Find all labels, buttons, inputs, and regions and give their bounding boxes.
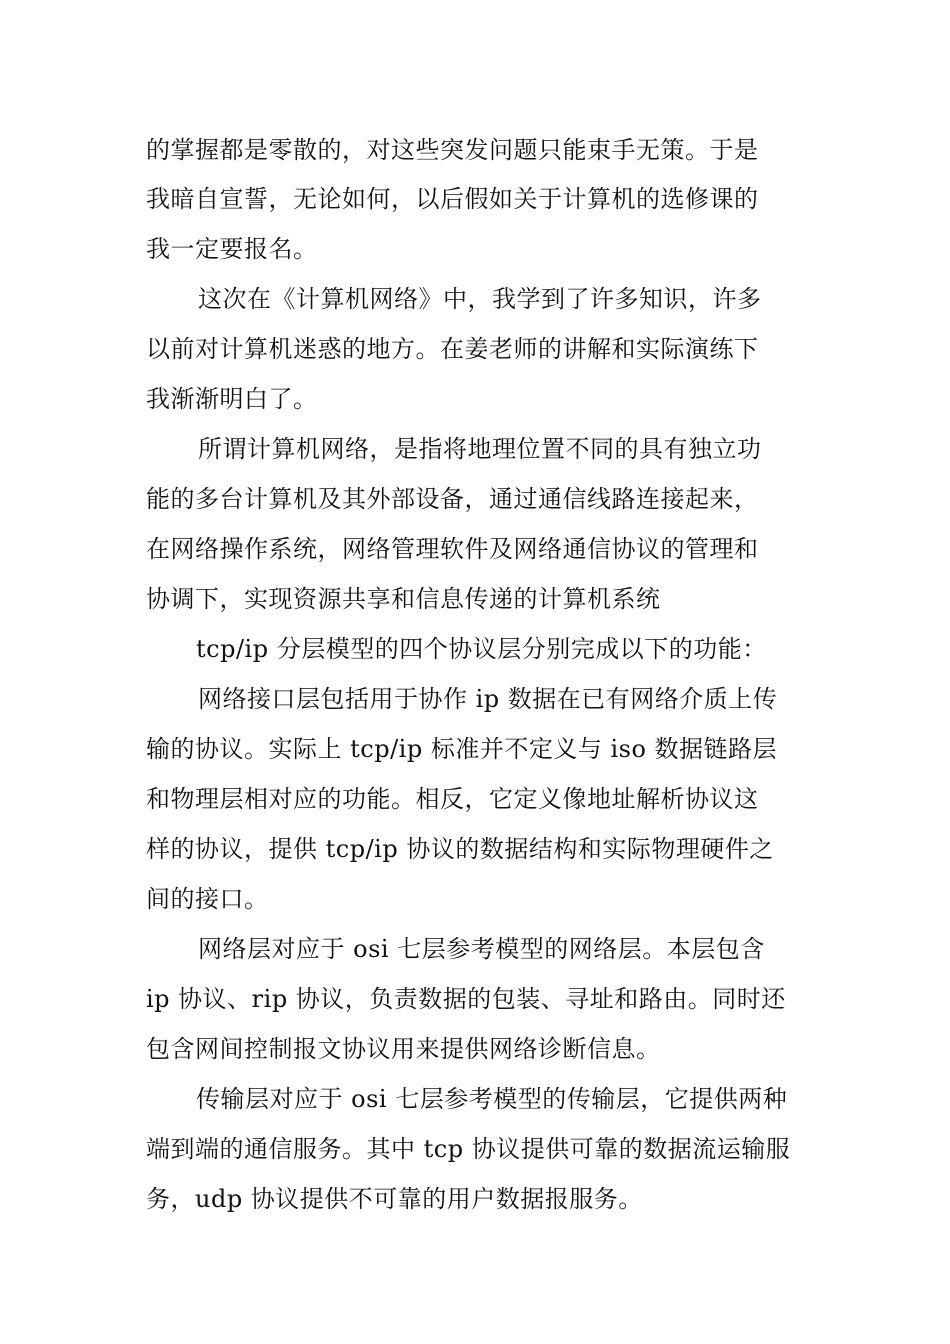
text-line: ip 协议、rip 协议，负责数据的包装、寻址和路由。同时还: [146, 985, 786, 1013]
text-line: 务，udp 协议提供不可靠的用户数据报服务。: [146, 1185, 643, 1213]
text-line: 我一定要报名。: [146, 235, 318, 263]
text-line: 样的协议，提供 tcp/ip 协议的数据结构和实际物理硬件之: [146, 835, 774, 863]
text-line: 所谓计算机网络，是指将地理位置不同的具有独立功: [198, 435, 762, 463]
text-line: 的掌握都是零散的，对这些突发问题只能束手无策。于是: [146, 136, 759, 164]
text-line: 包含网间控制报文协议用来提供网络诊断信息。: [146, 1035, 661, 1063]
text-line: 以前对计算机迷惑的地方。在姜老师的讲解和实际演练下: [146, 335, 759, 363]
text-line: 和物理层相对应的功能。相反，它定义像地址解析协议这: [146, 785, 759, 813]
text-line: 间的接口。: [146, 885, 269, 913]
text-line: 网络层对应于 osi 七层参考模型的网络层。本层包含: [198, 935, 765, 963]
text-line: 输的协议。实际上 tcp/ip 标准并不定义与 iso 数据链路层: [146, 735, 778, 763]
text-line: 在网络操作系统，网络管理软件及网络通信协议的管理和: [146, 535, 759, 563]
text-line: 传输层对应于 osi 七层参考模型的传输层，它提供两种: [196, 1085, 788, 1113]
text-line: 这次在《计算机网络》中，我学到了许多知识，许多: [198, 285, 762, 313]
text-line: tcp/ip 分层模型的四个协议层分别完成以下的功能：: [196, 635, 767, 663]
text-line: 能的多台计算机及其外部设备，通过通信线路连接起来，: [146, 485, 759, 513]
text-line: 网络接口层包括用于协作 ip 数据在已有网络介质上传: [198, 685, 778, 713]
text-line: 我暗自宣誓，无论如何，以后假如关于计算机的选修课的: [146, 185, 759, 213]
text-line: 我渐渐明白了。: [146, 385, 318, 413]
text-line: 端到端的通信服务。其中 tcp 协议提供可靠的数据流运输服: [146, 1135, 791, 1163]
text-line: 协调下，实现资源共享和信息传递的计算机系统: [146, 585, 661, 613]
